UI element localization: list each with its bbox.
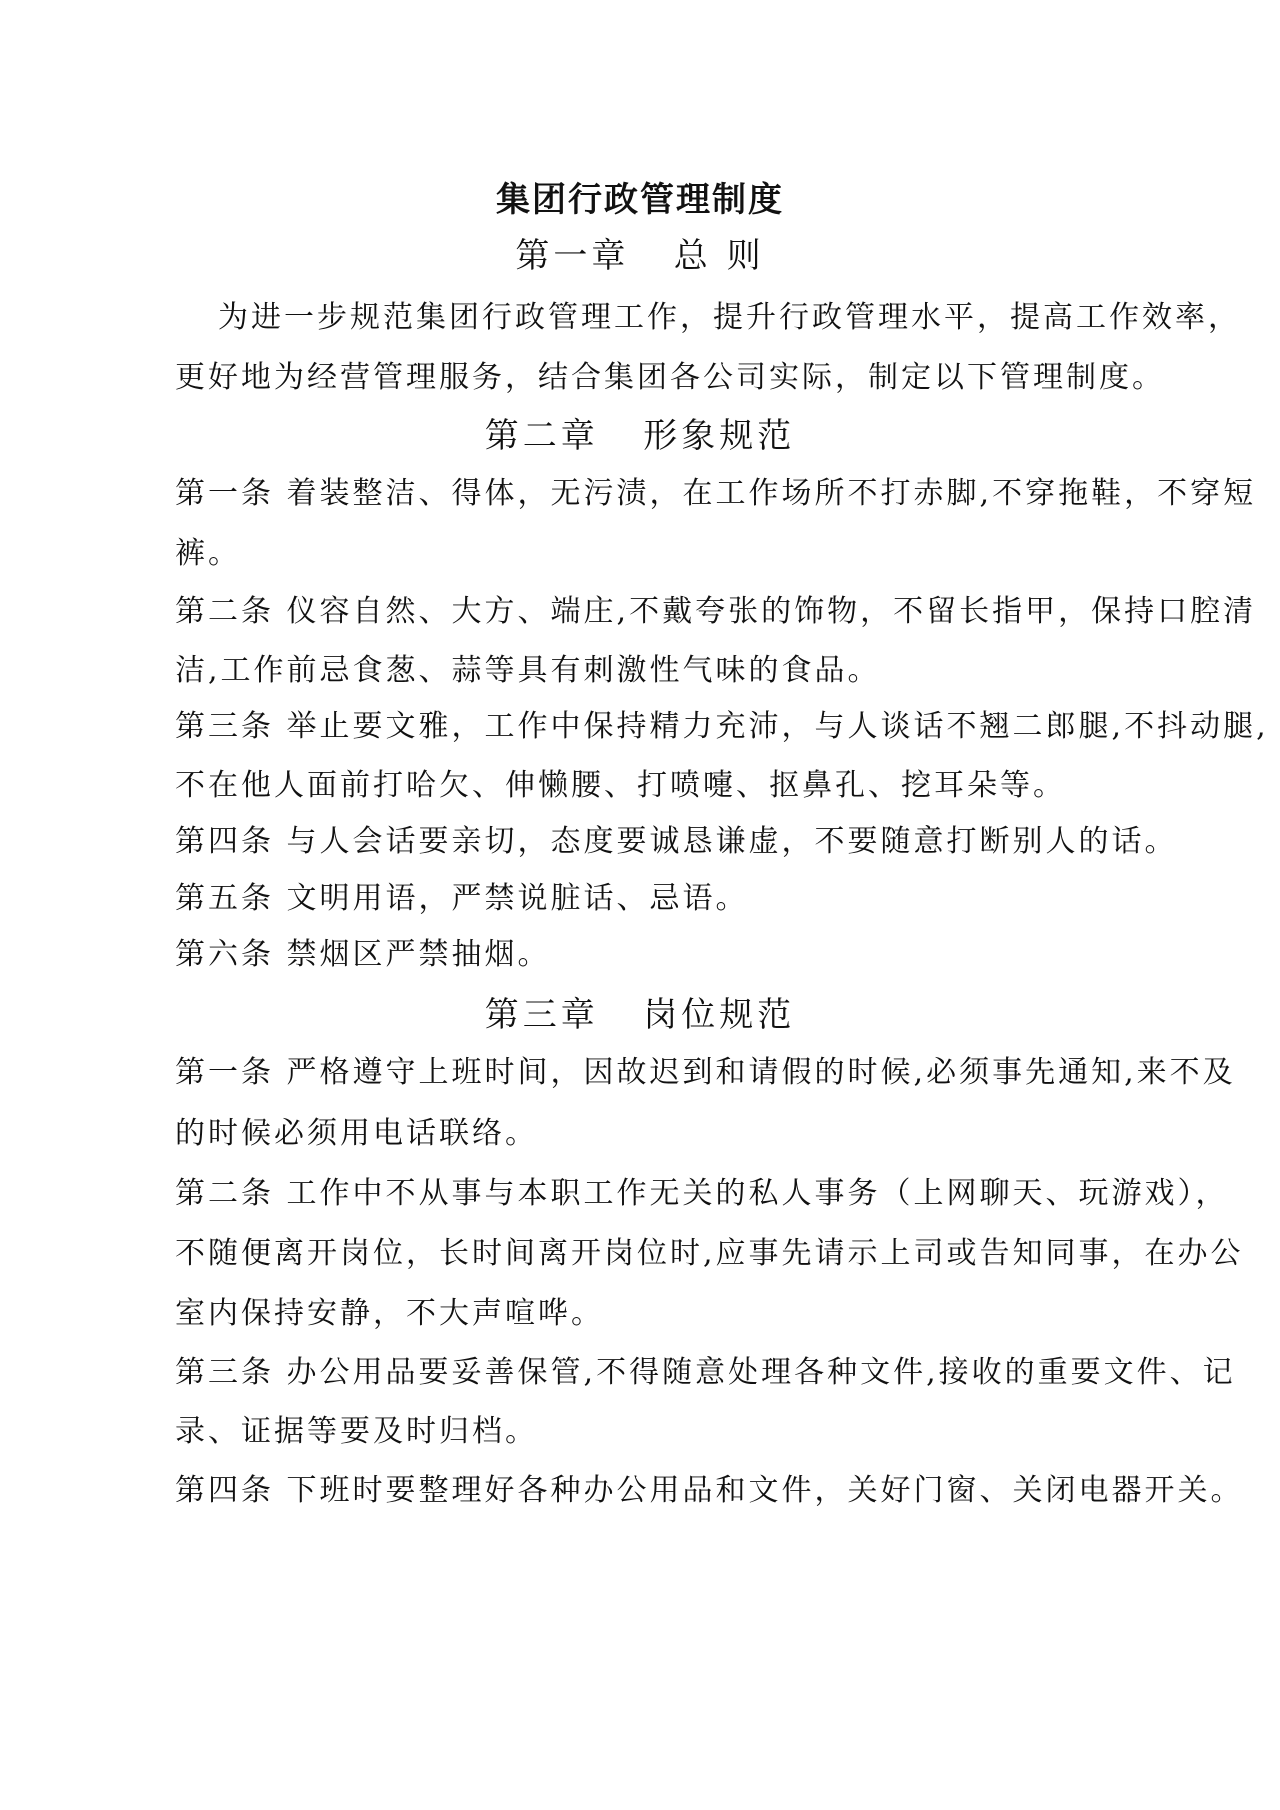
article-line: 第二条 仪容自然、大方、端庄,不戴夸张的饰物，不留长指甲，保持口腔清 bbox=[175, 594, 1257, 629]
chapter-2-heading: 第二章 形象规范 bbox=[484, 416, 796, 456]
article-line: 洁,工作前忌食葱、蒜等具有刺激性气味的食品。 bbox=[175, 653, 881, 688]
article-line: 室内保持安静，不大声喧哗。 bbox=[175, 1296, 604, 1331]
chapter-1-heading: 第一章 总 则 bbox=[515, 236, 765, 276]
article-line: 第三条 办公用品要妥善保管,不得随意处理各种文件,接收的重要文件、记 bbox=[175, 1355, 1236, 1390]
article-line: 第一条 严格遵守上班时间，因故迟到和请假的时候,必须事先通知,来不及 bbox=[175, 1055, 1236, 1090]
article-line: 第一条 着装整洁、得体，无污渍，在工作场所不打赤脚,不穿拖鞋，不穿短 bbox=[175, 476, 1257, 511]
article-line: 不在他人面前打哈欠、伸懒腰、打喷嚏、抠鼻孔、挖耳朵等。 bbox=[175, 768, 1066, 803]
article-line: 第三条 举止要文雅，工作中保持精力充沛，与人谈话不翘二郎腿,不抖动腿, bbox=[175, 709, 1269, 744]
chapter-3-heading: 第三章 岗位规范 bbox=[484, 995, 796, 1035]
article-line: 的时候必须用电话联络。 bbox=[175, 1116, 538, 1151]
paragraph-line: 更好地为经营管理服务，结合集团各公司实际，制定以下管理制度。 bbox=[175, 360, 1165, 395]
article-line: 第二条 工作中不从事与本职工作无关的私人事务（上网聊天、玩游戏）， bbox=[175, 1176, 1229, 1211]
article-line: 第四条 与人会话要亲切，态度要诚恳谦虚，不要随意打断别人的话。 bbox=[175, 824, 1178, 859]
paragraph-line: 为进一步规范集团行政管理工作，提升行政管理水平，提高工作效率， bbox=[218, 300, 1241, 335]
article-line: 第六条 禁烟区严禁抽烟。 bbox=[175, 937, 551, 972]
article-line: 第五条 文明用语，严禁说脏话、忌语。 bbox=[175, 881, 749, 916]
document-title: 集团行政管理制度 bbox=[496, 180, 784, 220]
article-line: 录、证据等要及时归档。 bbox=[175, 1414, 538, 1449]
article-line: 裤。 bbox=[175, 536, 241, 571]
article-line: 不随便离开岗位，长时间离开岗位时,应事先请示上司或告知同事，在办公 bbox=[175, 1236, 1244, 1271]
article-line: 第四条 下班时要整理好各种办公用品和文件，关好门窗、关闭电器开关。 bbox=[175, 1473, 1244, 1508]
